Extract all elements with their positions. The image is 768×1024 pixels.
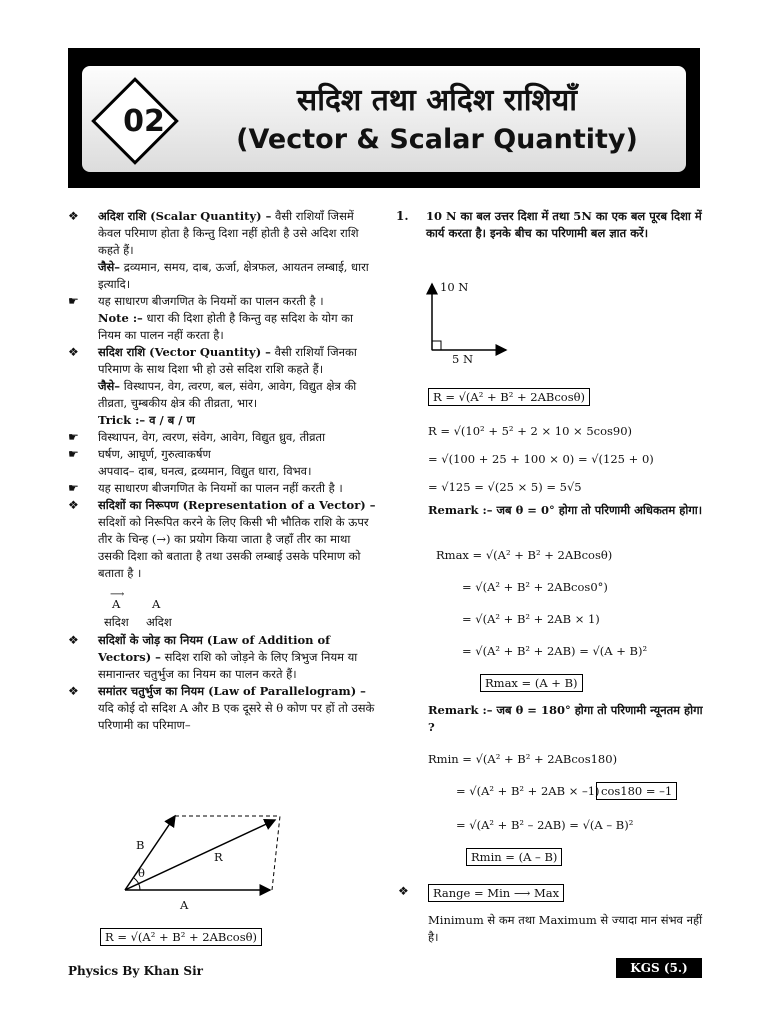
- vector-word: सदिश: [104, 615, 129, 629]
- scalar-heading: अदिश राशि (Scalar Quantity) –: [98, 209, 272, 223]
- diagram-label-theta: θ: [138, 866, 145, 880]
- force-diagram: [424, 278, 514, 358]
- scalar-symbol: A: [152, 597, 161, 611]
- note-text: धारा की दिशा होती है किन्तु वह सदिश के योग का नियम का पालन नहीं करता है।: [98, 311, 354, 342]
- pointing-hand-icon: ☛: [68, 447, 79, 461]
- note-label: Note :–: [98, 311, 143, 325]
- exception-text: अपवाद– दाब, घनत्व, द्रव्यमान, विद्युत धारा, विभव।: [98, 464, 312, 478]
- diagram-label-r: R: [214, 850, 223, 864]
- diamond-bullet-icon: ❖: [68, 684, 79, 698]
- addition-law-section: [68, 632, 376, 683]
- scalar-examples: द्रव्यमान, समय, दाब, ऊर्जा, क्षेत्रफल, आयतन लम्बाई, धारा इत्यादि।: [98, 260, 369, 291]
- trick-item-1: [68, 429, 376, 446]
- diagram-label-a: A: [180, 898, 189, 912]
- rmax-step-2: = √(A² + B² + 2ABcos0°): [462, 580, 608, 594]
- right-angle-mark: [432, 341, 441, 350]
- representation-section: [68, 497, 376, 632]
- vector-section: [68, 344, 376, 429]
- range-text: Minimum से कम तथा Maximum से ज्यादा मान संभव नहीं है।: [428, 913, 703, 944]
- remark-maximum: Remark :– जब θ = 0° होगा तो परिणामी अधिकतम होगा।: [428, 503, 703, 517]
- rmax-step-1: Rmax = √(A² + B² + 2ABcosθ): [436, 548, 613, 562]
- rmin-step-3: = √(A² + B² – 2AB) = √(A – B)²: [456, 818, 634, 832]
- scalar-section: [68, 208, 376, 293]
- right-column: [396, 208, 702, 242]
- pointing-hand-icon: ☛: [68, 481, 79, 495]
- scalar-rule-item: [68, 293, 376, 344]
- trick-line-1: विस्थापन, वेग, त्वरण, संवेग, आवेग, विद्युत ध्रुव, तीव्रता: [98, 430, 326, 444]
- vector-scalar-symbols: [98, 582, 376, 632]
- solution-step-2: = √(100 + 25 + 100 × 0) = √(125 + 0): [428, 452, 654, 466]
- pointing-hand-icon: ☛: [68, 294, 79, 308]
- diagram-label-b: B: [136, 838, 145, 852]
- title-english: (Vector & Scalar Quantity): [236, 124, 638, 155]
- resultant-arrow: [125, 820, 275, 890]
- rmax-step-3: = √(A² + B² + 2AB × 1): [462, 612, 600, 626]
- scalar-word: अदिश: [146, 615, 172, 629]
- resultant-formula-box: R = √(A² + B² + 2ABcosθ): [428, 388, 590, 406]
- parallelogram-heading: समांतर चतुर्भुज का नियम (Law of Parallelogram) –: [98, 684, 366, 698]
- rmax-result-box: Rmax = (A + B): [480, 674, 583, 692]
- representation-heading: सदिशों का निरूपण (Representation of a Vector) –: [98, 498, 376, 512]
- diamond-bullet-icon: ❖: [68, 209, 79, 223]
- parallelogram-section: [68, 683, 376, 734]
- resultant-formula: R = √(A² + B² + 2ABcosθ): [100, 928, 262, 946]
- scalar-definition: वैसी राशियाँ जिसमें केवल परिमाण होता है किन्तु दिशा नहीं होती है उसे अदिश राशि कहते हैं।: [98, 209, 359, 257]
- vector-examples: विस्थापन, वेग, त्वरण, बल, संवेग, आवेग, विद्युत क्षेत्र की तीव्रता, चुम्बकीय क्षेत्र की तीव्रता, भार।: [98, 379, 357, 410]
- vector-definition: वैसी राशियाँ जिनका परिमाण के साथ दिशा भी हो उसे सदिश राशि कहते हैं।: [98, 345, 357, 376]
- addition-law-text: सदिश राशि को जोड़ने के लिए त्रिभुज नियम या समानान्तर चतुर्भुज का नियम का पालन करते हैं।: [98, 650, 358, 681]
- diamond-bullet-icon: ❖: [68, 498, 79, 512]
- vector-symbol: A: [112, 597, 121, 611]
- vector-example-label: जैसे–: [98, 379, 121, 393]
- chapter-header: [68, 48, 700, 188]
- solution-step-3: = √125 = √(25 × 5) = 5√5: [428, 480, 582, 494]
- cos180-box: cos180 = –1: [596, 782, 677, 800]
- pointing-hand-icon: ☛: [68, 430, 79, 444]
- solution-step-1: R = √(10² + 5² + 2 × 10 × 5cos90): [428, 424, 633, 438]
- rmax-step-4: = √(A² + B² + 2AB) = √(A + B)²: [462, 644, 648, 658]
- trick-item-2: [68, 446, 376, 480]
- east-force-label: 5 N: [452, 352, 474, 366]
- title-hindi: सदिश तथा अदिश राशियाँ: [296, 83, 578, 118]
- range-box: Range = Min ⟶ Max: [428, 884, 564, 902]
- addition-law-heading: सदिशों के जोड़ का नियम (Law of Addition of Vectors) –: [98, 633, 331, 664]
- question-text: 10 N का बल उत्तर दिशा में तथा 5N का एक बल पूरब दिशा में कार्य करता है। इनके बीच का परिणामी बल ज्ञात करें।: [426, 209, 702, 240]
- left-column: [68, 208, 376, 734]
- trick-text: Trick :– व / ब / ण: [98, 413, 195, 427]
- dashed-side-right: [272, 816, 280, 890]
- rmin-result-box: Rmin = (A – B): [466, 848, 562, 866]
- remark-minimum: Remark :– जब θ = 180° होगा तो परिणामी न्यूनतम होगा ?: [428, 703, 703, 734]
- vector-arrow-icon: ⟶: [110, 589, 125, 600]
- chapter-number: 02: [123, 104, 165, 139]
- scalar-rule: यह साधारण बीजगणित के नियमों का पालन करती है ।: [98, 294, 324, 308]
- parallelogram-text: यदि कोई दो सदिश A और B एक दूसरे से θ कोण पर हों तो उसके परिणामी का परिमाण–: [98, 701, 375, 732]
- diamond-bullet-icon: ❖: [68, 345, 79, 359]
- question-number: 1.: [396, 209, 409, 223]
- north-force-label: 10 N: [440, 280, 469, 294]
- vector-heading: सदिश राशि (Vector Quantity) –: [98, 345, 271, 359]
- rmin-step-2: = √(A² + B² + 2AB × –1): [456, 784, 600, 798]
- diamond-bullet-icon: ❖: [68, 633, 79, 647]
- diamond-bullet-icon: ❖: [398, 884, 409, 898]
- trick-line-2: घर्षण, आघूर्ण, गुरुत्वाकर्षण: [98, 447, 211, 461]
- header-panel: [82, 66, 686, 172]
- footer-author: Physics By Khan Sir: [68, 964, 203, 978]
- footer-page-badge: KGS (5.): [616, 958, 702, 978]
- question-1: [396, 208, 702, 242]
- vector-rule: यह साधारण बीजगणित के नियमों का पालन नहीं करती है ।: [98, 481, 343, 495]
- representation-text: सदिशों को निरूपित करने के लिए किसी भी भौतिक राशि के ऊपर तीर के चिन्ह (→) का प्रयोग किया जाता है जहाँ तीर का माथा उसकी दिशा को बताता है तथा उसकी लम्बाई उसके परिमाण को बताता है ।: [98, 515, 369, 580]
- rmin-step-1: Rmin = √(A² + B² + 2ABcos180): [428, 752, 618, 766]
- scalar-example-label: जैसे–: [98, 260, 121, 274]
- vector-rule-item: [68, 480, 376, 497]
